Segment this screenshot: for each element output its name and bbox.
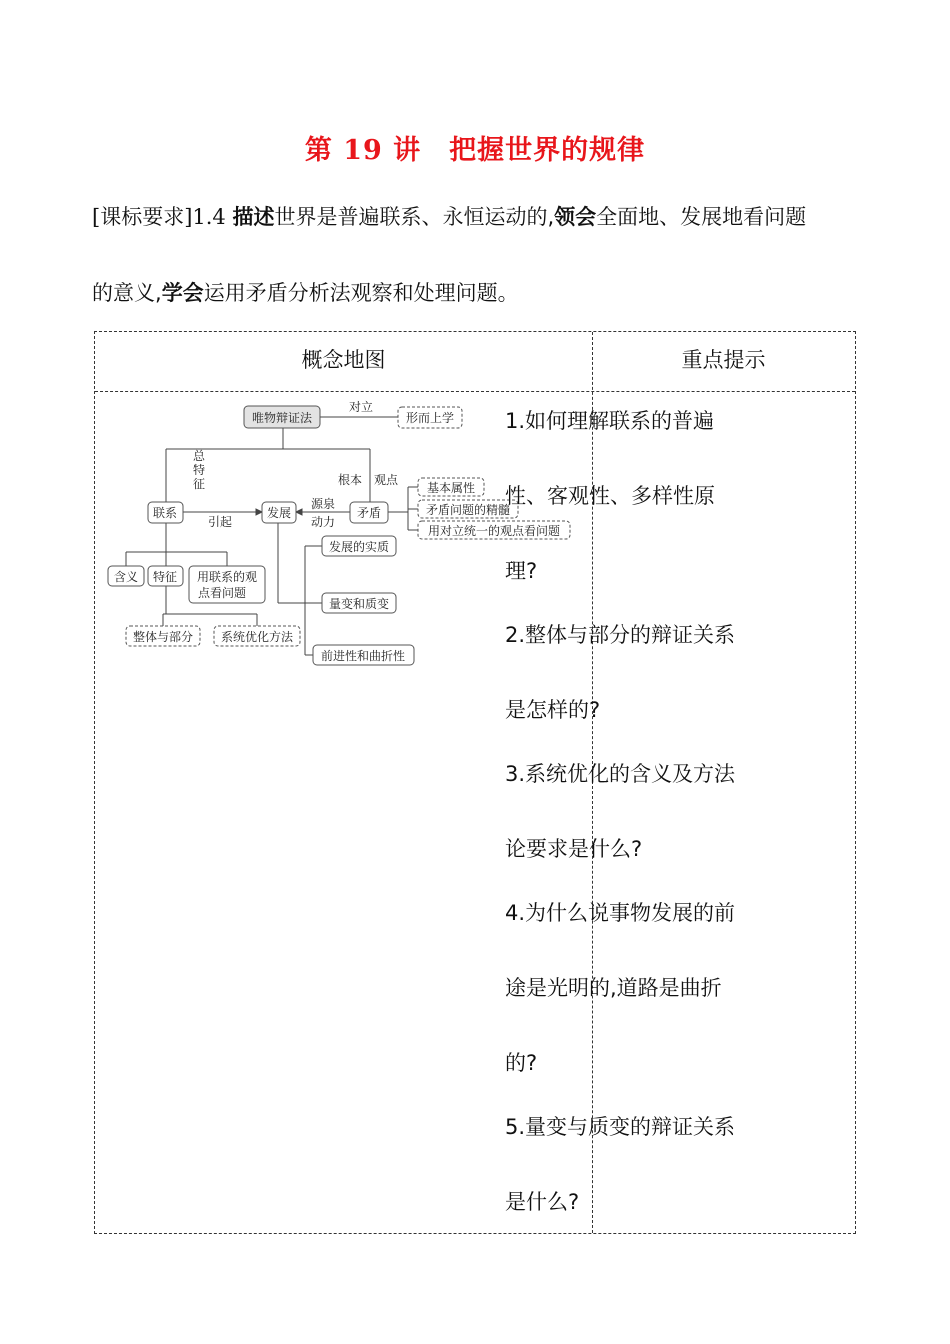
- root-node-label: 唯物辩证法: [251, 411, 313, 425]
- fazhan-item-progress: 前进性和曲折性: [320, 649, 406, 663]
- requirement-text-3: 的意义,: [92, 281, 162, 305]
- view-item-whole-part: 整体与部分: [132, 630, 194, 644]
- hint-line-5: 是怎样的?: [505, 698, 601, 722]
- hint-line-3: 理?: [505, 559, 538, 583]
- source-label: 源泉: [310, 497, 336, 511]
- column-header-concept-map: 概念地图: [301, 348, 386, 372]
- overall-label-2: 特: [192, 463, 206, 477]
- view-item-system: 系统优化方法: [220, 630, 294, 644]
- lianxi-item-meaning: 含义: [113, 570, 139, 584]
- view-label: 观点: [373, 473, 399, 487]
- lianxi-item-view-1: 用联系的观: [196, 570, 258, 584]
- requirement-text-2: 全面地、发展地看问题: [596, 205, 807, 229]
- requirement-text-4: 运用矛盾分析法观察和处理问题。: [203, 281, 519, 305]
- requirement-keyword-describe: 描述: [232, 205, 275, 229]
- lianxi-item-view-2: 点看问题: [197, 586, 247, 600]
- requirement-keyword-understand: 领会: [554, 205, 597, 229]
- hint-line-6: 3.系统优化的含义及方法: [505, 762, 736, 786]
- column-header-key-hints: 重点提示: [681, 348, 766, 372]
- page-title: 第 19 讲 把握世界的规律: [304, 135, 646, 166]
- fazhan-item-essence: 发展的实质: [328, 540, 390, 554]
- maodun-item-unity: 用对立统一的观点看问题: [427, 524, 561, 538]
- maodun-item-essence: 矛盾问题的精髓: [425, 503, 511, 517]
- requirement-keyword-learn: 学会: [161, 281, 204, 305]
- opposite-node: 形而上学: [405, 411, 455, 425]
- power-label: 动力: [310, 515, 336, 529]
- hint-line-12: 是什么?: [505, 1190, 580, 1214]
- lianxi-item-feature: 特征: [152, 570, 178, 584]
- requirement-prefix: [课标要求]1.4: [92, 205, 233, 229]
- node-maodun: 矛盾: [356, 506, 382, 520]
- hint-line-11: 5.量变与质变的辩证关系: [505, 1115, 736, 1139]
- hint-line-2: 性、客观性、多样性原: [505, 484, 715, 508]
- hint-line-8: 4.为什么说事物发展的前: [505, 901, 736, 925]
- hint-line-4: 2.整体与部分的辩证关系: [505, 623, 736, 647]
- maodun-item-basic: 基本属性: [426, 481, 476, 495]
- hint-line-10: 的?: [505, 1051, 538, 1075]
- hint-line-1: 1.如何理解联系的普遍: [505, 409, 715, 433]
- fazhan-item-quantity: 量变和质变: [328, 597, 390, 611]
- hint-line-7: 论要求是什么?: [505, 837, 643, 861]
- opposite-label: 对立: [348, 400, 374, 414]
- overall-label-1: 总: [192, 449, 206, 463]
- overall-label-3: 征: [192, 477, 206, 491]
- hint-line-9: 途是光明的,道路是曲折: [505, 976, 722, 1000]
- node-lianxi: 联系: [152, 506, 178, 520]
- requirement-text-1: 世界是普遍联系、永恒运动的,: [274, 205, 555, 229]
- node-fazhan: 发展: [266, 506, 292, 520]
- root-label: 根本: [337, 473, 363, 487]
- yinqi-label: 引起: [207, 515, 233, 529]
